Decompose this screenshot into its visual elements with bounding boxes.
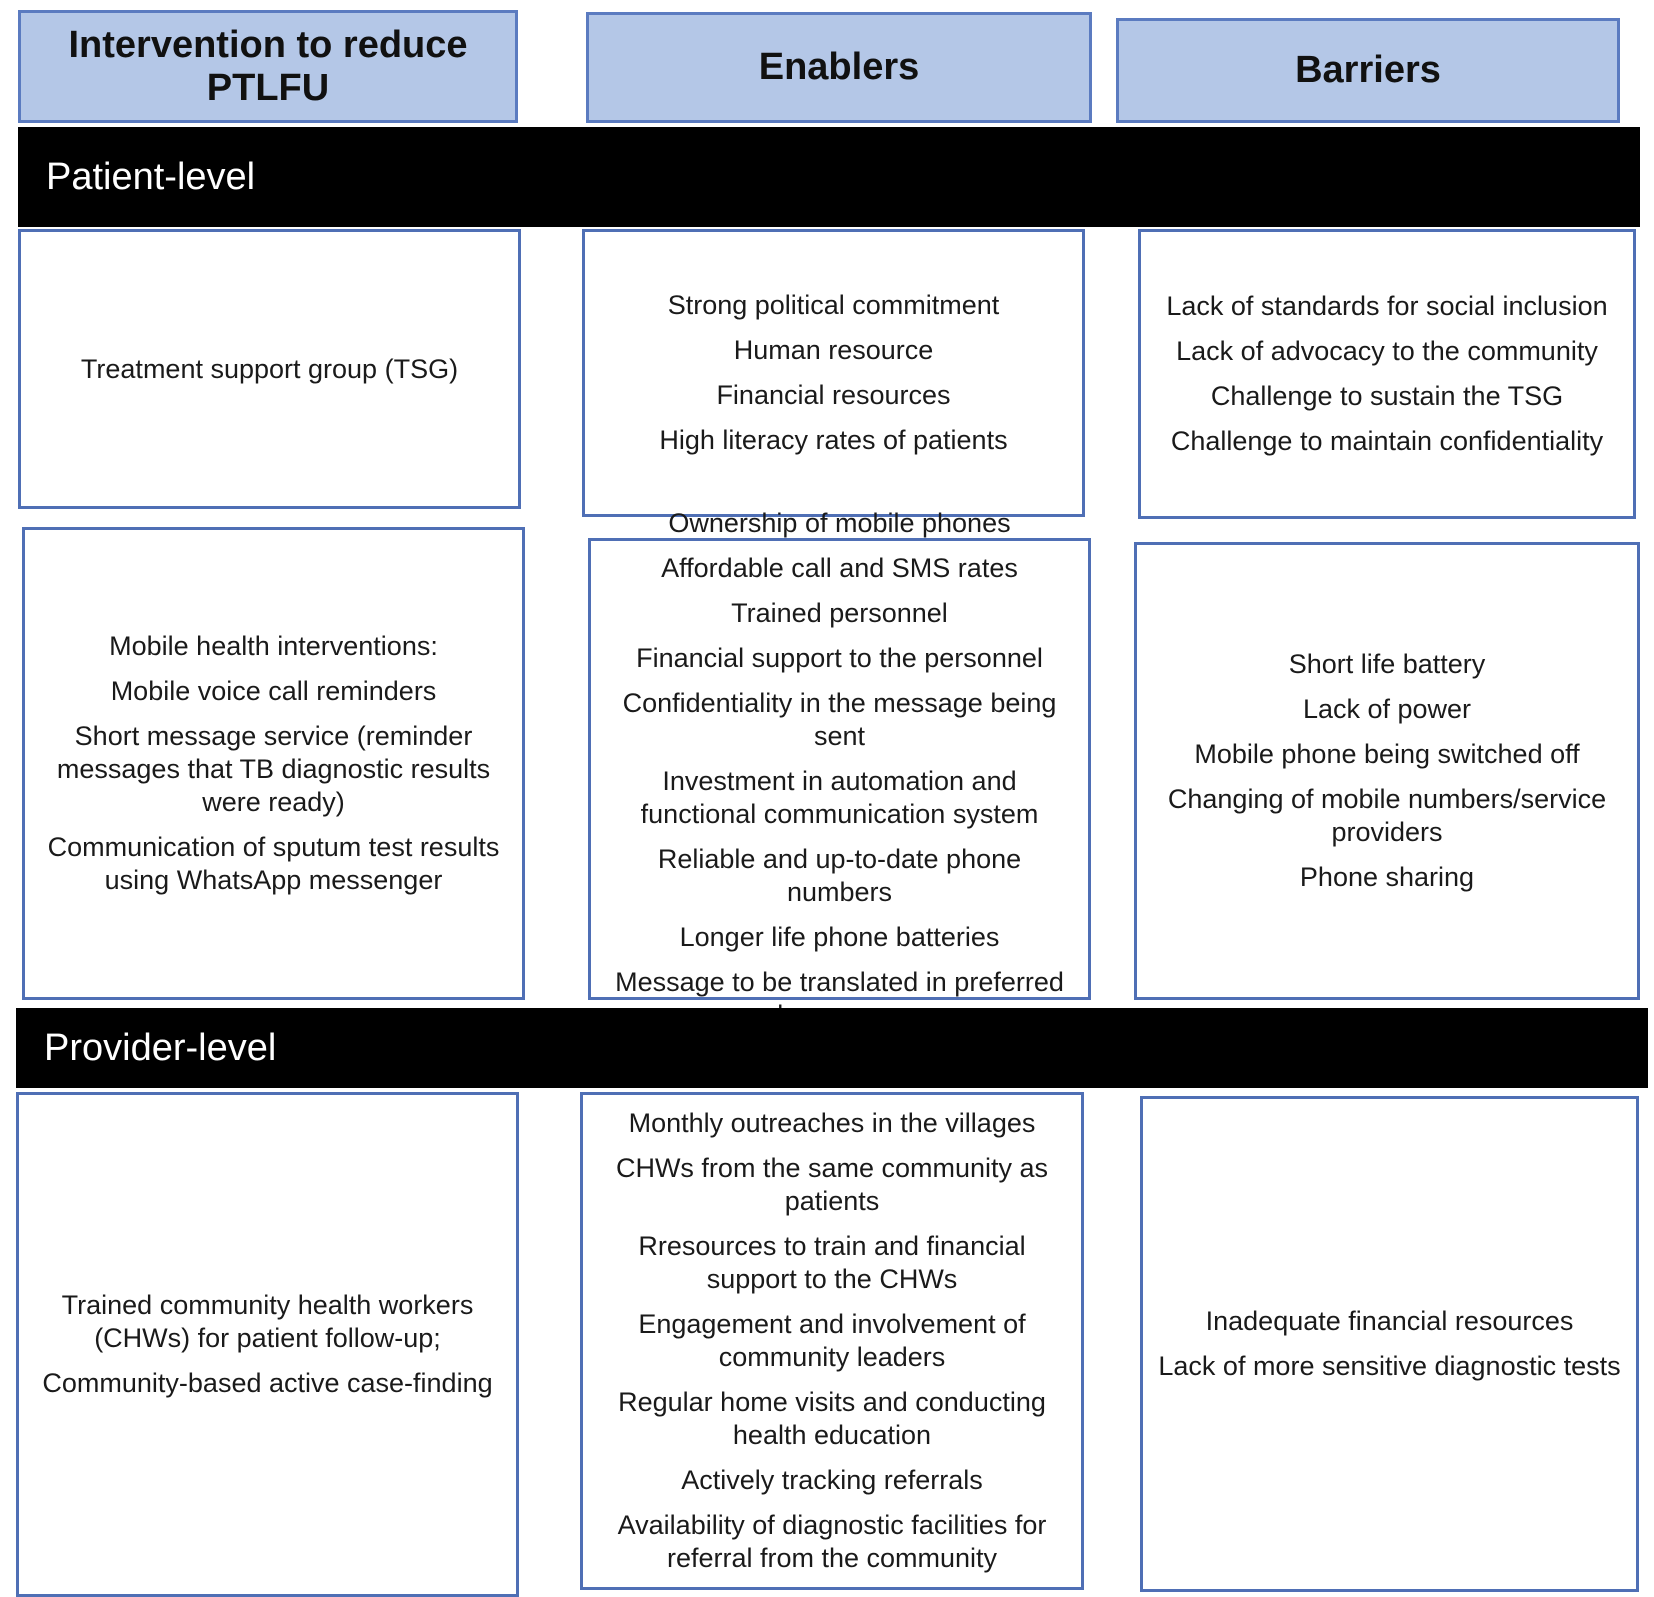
intervention-item: Short message service (reminder messages that TB diagnostic results were ready)	[56, 721, 491, 817]
intervention-item: Mobile voice call reminders	[110, 676, 437, 706]
row3-barriers-cell	[1140, 1096, 1639, 1592]
intervention-item: Mobile health interventions:	[109, 631, 438, 661]
barriers-item: Lack of advocacy to the community	[1176, 336, 1598, 366]
enablers-item: Regular home visits and conducting health education	[618, 1387, 1046, 1450]
enablers-item: Availability of diagnostic facilities for referral from the community	[617, 1510, 1047, 1573]
barriers-item: Lack of standards for social inclusion	[1166, 291, 1608, 321]
enablers-item: Longer life phone batteries	[679, 921, 1000, 952]
enablers-item: Trained personnel	[731, 597, 948, 628]
enablers-item: Financial resources	[716, 380, 951, 410]
header-enablers-label: Enablers	[758, 46, 920, 88]
enablers-item: Investment in automation and functional communication system	[640, 765, 1039, 829]
intervention-item: Trained community health workers (CHWs) for patient follow-up;	[61, 1290, 474, 1353]
barriers-item: Lack of more sensitive diagnostic tests	[1158, 1351, 1621, 1381]
barriers-item: Lack of power	[1302, 694, 1472, 724]
enablers-item: Ownership of mobile phones	[668, 507, 1011, 538]
barriers-item: Phone sharing	[1299, 862, 1475, 892]
enablers-item: Human resource	[733, 335, 934, 365]
barriers-item: Inadequate financial resources	[1205, 1306, 1574, 1336]
enablers-item: High literacy rates of patients	[659, 425, 1008, 455]
row3-intervention-cell	[16, 1092, 519, 1597]
enablers-item: Confidentiality in the message being sent	[622, 687, 1057, 751]
enablers-item: Financial support to the personnel	[636, 642, 1043, 673]
provider-level-label: Provider-level	[44, 1026, 277, 1069]
header-barriers	[1116, 18, 1620, 123]
intervention-item: Community-based active case-finding	[42, 1368, 493, 1398]
patient-level-label: Patient-level	[46, 155, 256, 198]
enablers-item: Affordable call and SMS rates	[661, 552, 1018, 583]
row2-barriers-cell	[1134, 542, 1640, 1000]
provider-level-band	[16, 1008, 1648, 1088]
header-intervention	[18, 10, 518, 123]
enablers-item: Engagement and involvement of community leaders	[638, 1309, 1026, 1372]
enablers-item: Monthly outreaches in the villages	[628, 1108, 1036, 1138]
header-intervention-label: Intervention to reduce PTLFU	[68, 23, 468, 109]
intervention-item: Communication of sputum test results using WhatsApp messenger	[47, 832, 500, 895]
row1-barriers-cell	[1138, 229, 1636, 519]
barriers-item: Changing of mobile numbers/service providers	[1167, 784, 1607, 847]
enablers-item: Message to be translated in preferred	[615, 966, 1064, 997]
row3-enablers-cell	[580, 1092, 1084, 1590]
header-enablers	[586, 12, 1092, 123]
row2-intervention-cell	[22, 527, 525, 1000]
enablers-item: Strong political commitment	[667, 290, 1000, 320]
intervention-item: Treatment support group (TSG)	[80, 353, 459, 384]
enablers-item: Reliable and up-to-date phone numbers	[657, 843, 1022, 907]
enablers-item: CHWs from the same community as patients	[615, 1153, 1049, 1216]
barriers-item: Challenge to maintain confidentiality	[1170, 426, 1604, 456]
enablers-item: Actively tracking referrals	[681, 1465, 983, 1495]
barriers-item: Mobile phone being switched off	[1194, 739, 1580, 769]
row1-intervention-cell	[18, 229, 521, 509]
enablers-item: Rresources to train and financial support to the CHWs	[638, 1231, 1026, 1294]
header-barriers-label: Barriers	[1295, 49, 1441, 91]
row2-enablers-cell	[588, 507, 1091, 1000]
barriers-item: Challenge to sustain the TSG	[1210, 381, 1564, 411]
row1-enablers-cell	[582, 229, 1085, 517]
barriers-item: Short life battery	[1288, 649, 1486, 679]
patient-level-band	[18, 127, 1640, 227]
